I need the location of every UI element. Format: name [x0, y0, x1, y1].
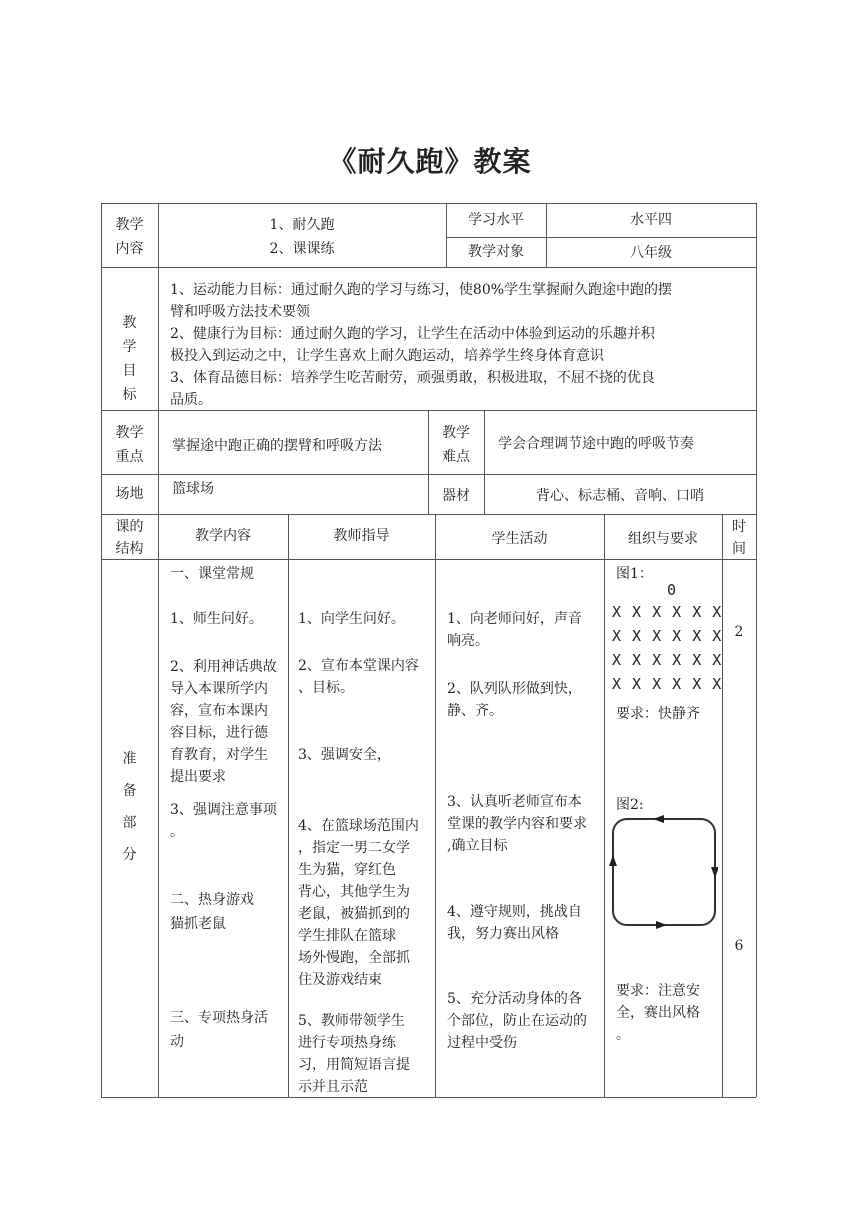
- teacher-item: 2、宣布本堂课内容 、目标。: [298, 658, 419, 696]
- content-item: 二、热身游戏 猫抓老鼠: [170, 892, 254, 932]
- equipment-label: 器材: [442, 488, 470, 504]
- student-item: 1、向老师问好，声音 响亮。: [447, 611, 582, 649]
- formation-grid: X X X X X X X X X X X X X X X X X X X X X X X X: [612, 603, 723, 693]
- running-loop-diagram: [608, 815, 718, 930]
- teacher-header: 教师指导: [333, 528, 390, 544]
- content-item: 一、课堂常规: [170, 566, 254, 582]
- page-title: 《耐久跑》教案: [328, 145, 532, 178]
- arrow-up-icon: [609, 855, 617, 866]
- arrow-left-icon: [653, 815, 664, 823]
- teacher-position-mark: 0: [666, 581, 678, 599]
- difficulty-value: 学会合理调节途中跑的呼吸节奏: [498, 436, 694, 452]
- student-item: 2、队列队形做到快， 静、齐。: [447, 681, 582, 719]
- org-header: 组织与要求: [628, 531, 698, 547]
- content-label: 教学 内容: [115, 217, 144, 257]
- teacher-item: 1、向学生问好。: [298, 611, 405, 627]
- requirement-2: 要求：注意安 全，赛出风格 。: [616, 983, 700, 1043]
- site-value: 篮球场: [172, 481, 214, 497]
- site-label: 场地: [115, 486, 144, 502]
- teacher-item: 5、教师带领学生 进行专项热身练 习，用简短语言提 示并且示范: [298, 1013, 410, 1095]
- lesson-content: 1、耐久跑 2、课课练: [269, 217, 335, 257]
- key-point-value: 掌握途中跑正确的摆臂和呼吸方法: [172, 438, 382, 454]
- requirement-1: 要求：快静齐: [616, 706, 700, 722]
- content-item: 1、师生问好。: [170, 611, 263, 627]
- content-item: 三、专项热身活 动: [170, 1010, 268, 1050]
- section-label: 准 备 部 分: [122, 751, 137, 863]
- student-item: 4、遵守规则，挑战自 我，努力赛出风格: [447, 904, 582, 942]
- student-item: 3、认真听老师宣布本 堂课的教学内容和要求 ,确立目标: [447, 794, 587, 854]
- goals-label: 教 学 目 标: [122, 315, 137, 403]
- arrow-right-icon: [656, 921, 667, 929]
- difficulty-label: 教学 难点: [442, 425, 470, 465]
- content-item: 2、利用神话典故 导入本课所学内 容，宣布本课内 容目标，进行德 育教育，对学生 提出要求: [170, 659, 277, 785]
- figure-1-label: 图1：: [616, 566, 653, 582]
- level-label: 学习水平: [468, 212, 524, 228]
- arrow-down-icon: [711, 867, 718, 878]
- student-header: 学生活动: [491, 531, 548, 547]
- time-header: 时 间: [732, 519, 746, 557]
- teacher-item: 4、在篮球场范围内 ，指定一男二女学 生为猫，穿红色 背心，其他学生为 老鼠，被猫抓到的 学生排队在篮球 场外慢跑，全部抓 住及游戏结束: [298, 818, 419, 988]
- figure-2-label: 图2:: [616, 797, 644, 813]
- equipment-value: 背心、标志桶、音响、口哨: [536, 488, 704, 504]
- content-header: 教学内容: [195, 528, 251, 544]
- time-value: 2: [734, 624, 744, 640]
- key-point-label: 教学 重点: [115, 425, 144, 465]
- student-item: 5、充分活动身体的各 个部位，防止在运动的 过程中受伤: [447, 991, 587, 1051]
- content-item: 3、强调注意事项 。: [170, 802, 277, 840]
- target-value: 八年级: [630, 245, 672, 261]
- structure-header: 课的 结构: [115, 519, 144, 557]
- target-label: 教学对象: [468, 244, 524, 260]
- time-value: 6: [734, 938, 744, 954]
- goals-text: 1、运动能力目标：通过耐久跑的学习与练习，使80%学生掌握耐久跑途中跑的摆 臂和呼吸方法技术要领 2、健康行为目标：通过耐久跑的学习，让学生在活动中体验到运动的乐趣并积 极投入到运动之中，让学生喜欢上耐久跑运动，培养学生终身体育意识 3、体育品德目标：培养学生吃苦耐劳，顽强勇敢，积极进取，不屈不挠的优良 品质。: [170, 282, 673, 408]
- level-value: 水平四: [630, 212, 672, 228]
- teacher-item: 3、强调安全，: [298, 747, 391, 763]
